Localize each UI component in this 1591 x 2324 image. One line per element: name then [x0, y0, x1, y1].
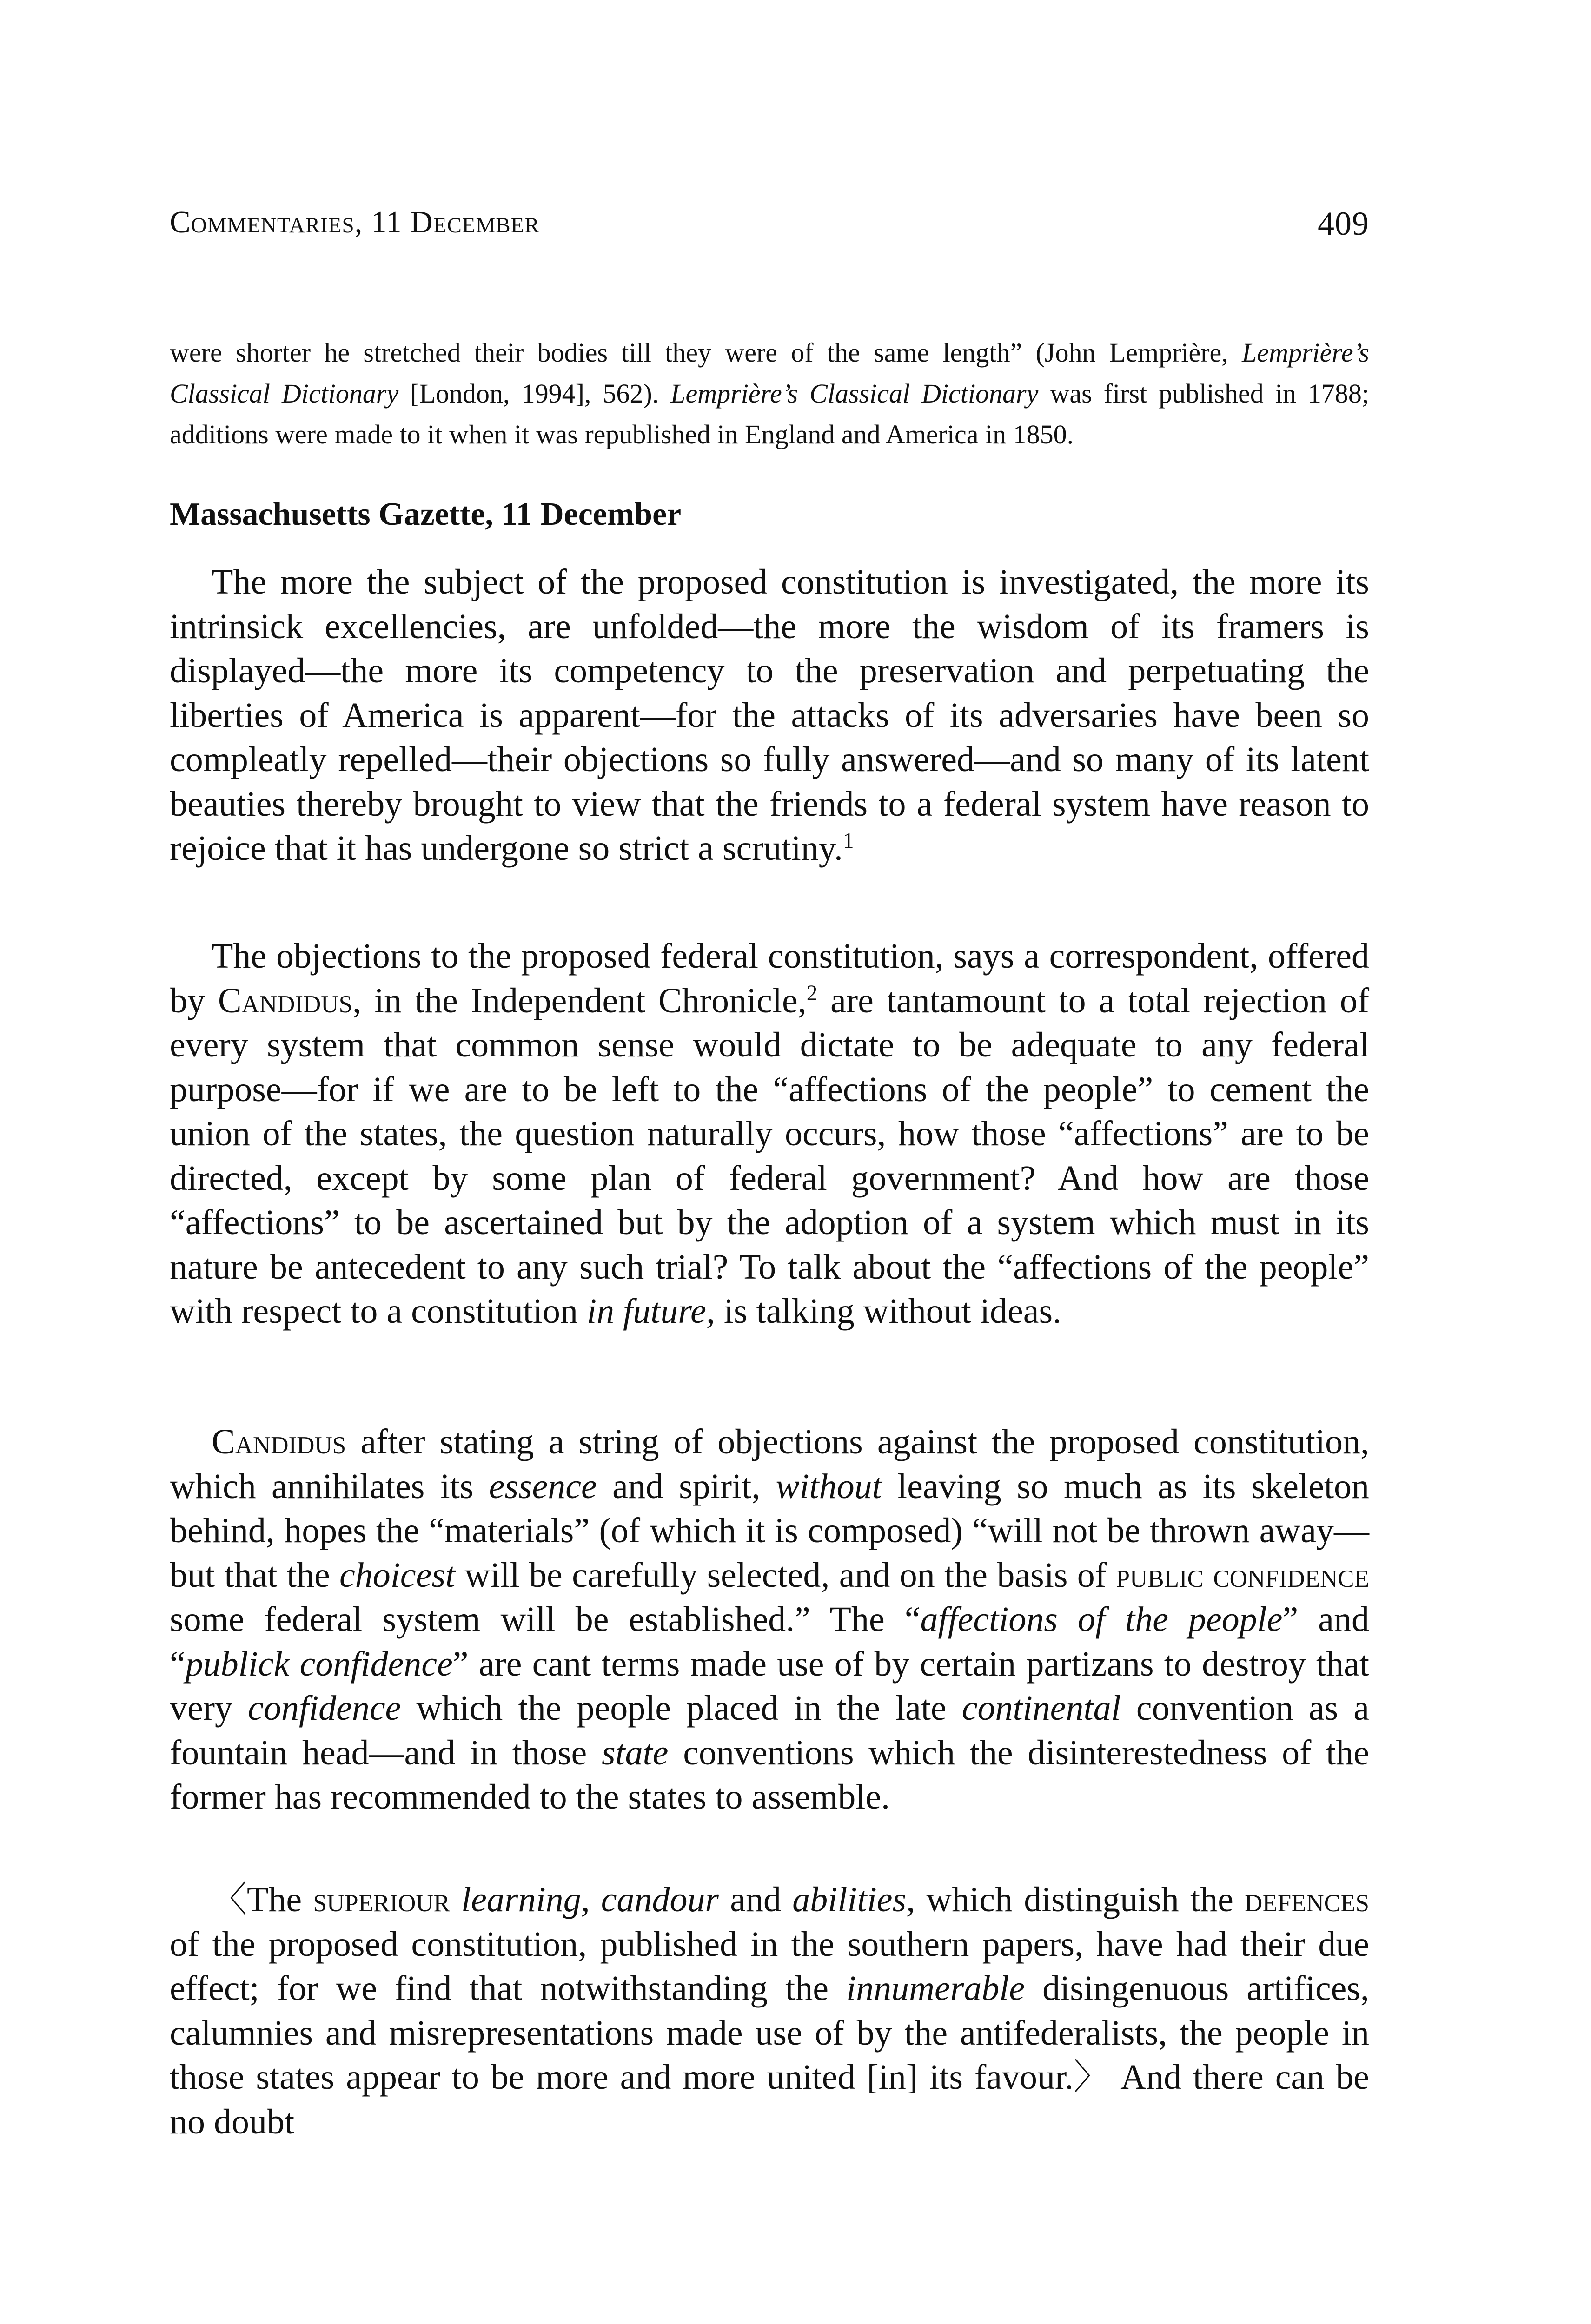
paragraph-text: , in the Independent Chronicle, [352, 981, 807, 1020]
section-heading: Massachusetts Gazette, 11 December [170, 496, 682, 532]
paragraph-text: leaving so much as its skeleton behind, hopes the “materials” (of which it is composed) “will not be thrown away—but that the [170, 1466, 1369, 1595]
italic-text: confidence [248, 1689, 401, 1728]
author-pseudonym: Candidus [212, 1422, 346, 1461]
note-text: was first published in 1788; additions were made to it when it was republished in England and America in 1850. [170, 378, 1369, 449]
italic-text: in future, [587, 1292, 715, 1331]
paragraph-text: and [719, 1880, 793, 1919]
author-pseudonym: Candidus [218, 981, 353, 1020]
paragraph-2 [170, 934, 1369, 1334]
paragraph-4 [170, 1878, 1369, 2144]
italic-text: publick confidence [185, 1644, 453, 1684]
note-text: [London, 1994], 562). [398, 378, 671, 409]
small-caps-text: defences [1245, 1880, 1370, 1919]
note-book-title: Lemprière’s Classical Dictionary [170, 337, 1369, 409]
running-head-title: Commentaries, 11 December [170, 205, 540, 239]
paragraph-text: is talking without ideas. [715, 1292, 1062, 1331]
italic-text: learning, candour [461, 1880, 719, 1919]
paragraph-text: conventions which the disinterestedness of the former has recommended to the states to assemble. [170, 1733, 1369, 1816]
paragraph-text [450, 1880, 461, 1919]
paragraph-text: ” and “ [170, 1600, 1370, 1684]
note-text: were shorter he stretched their bodies till they were of the same length” (John Lemprière, [170, 337, 1242, 368]
paragraph-text: of the proposed constitution, published in the southern papers, have had their due effect; for we find that notwithstanding the [170, 1924, 1369, 2008]
paragraph-text: after stating a string of objections against the proposed constitution, which annihilates its [170, 1422, 1369, 1506]
paragraph-text: The objections to the proposed federal constitution, says a correspondent, offered by [170, 937, 1369, 1020]
italic-text: abilities, [792, 1880, 915, 1919]
paragraph-text: are tantamount to a total rejection of every system that common sense would dictate to be adequate to any federal purpose—for if we are to be left to the “affections of the people” to cement the union of the states, the question naturally occurs, how those “affections” are to be directed, except by some plan of federal government? And how are those “affections” to be ascertained but by the adoption of a system which must in its nature be antecedent to any such trial? To talk about the “affections of the people” with respect to a constitution [170, 981, 1370, 1331]
paragraph-text: 〈The [212, 1880, 313, 1919]
italic-text: innumerable [846, 1969, 1025, 2008]
footnote-marker: 2 [806, 981, 818, 1005]
italic-text: state [601, 1733, 669, 1772]
paragraph-text: The more the subject of the proposed constitution is investigated, the more its intrinsick excellencies, are unfolded—the more the wisdom of its framers is displayed—the more its competency to the preservation and perpetuating the liberties of America is apparent—for the attacks of its adversaries have been so compleatly repelled—their objections so fully answered—and so many of its latent beauties thereby brought to view that the friends to a federal system have reason to rejoice that it has undergone so strict a scrutiny. [170, 562, 1369, 868]
page-number: 409 [1318, 205, 1369, 242]
paragraph-text: disingenuous artifices, calumnies and misrepresentations made use of by the antifederalists, the people in those states appear to be more and more united [in] its favour.〉 And there can be no doubt [170, 1969, 1369, 2141]
previous-footnote-continuation [170, 332, 1369, 455]
paragraph-text: convention as a fountain head—and in those [170, 1689, 1369, 1772]
paragraph-1 [170, 560, 1369, 871]
note-book-title: Lemprière’s Classical Dictionary [670, 378, 1039, 409]
paragraph-text: ” are cant terms made use of by certain partizans to destroy that very [170, 1644, 1369, 1728]
footnote-marker: 1 [842, 829, 854, 853]
small-caps-text: public confidence [1116, 1555, 1369, 1595]
paragraph-3 [170, 1420, 1369, 1820]
paragraph-text: and spirit, [597, 1466, 776, 1506]
italic-text: continental [961, 1689, 1121, 1728]
paragraph-text: which the people placed in the late [401, 1689, 962, 1728]
paragraph-text: will be carefully selected, and on the basis of [455, 1555, 1116, 1595]
paragraph-text: which distinguish the [915, 1880, 1245, 1919]
italic-text: essence [489, 1466, 597, 1506]
paragraph-text: some federal system will be established.” The “ [170, 1600, 921, 1639]
italic-text: without [776, 1466, 882, 1506]
small-caps-text: superiour [313, 1880, 450, 1919]
italic-text: choicest [339, 1555, 456, 1595]
italic-text: affections of the people [920, 1600, 1283, 1639]
